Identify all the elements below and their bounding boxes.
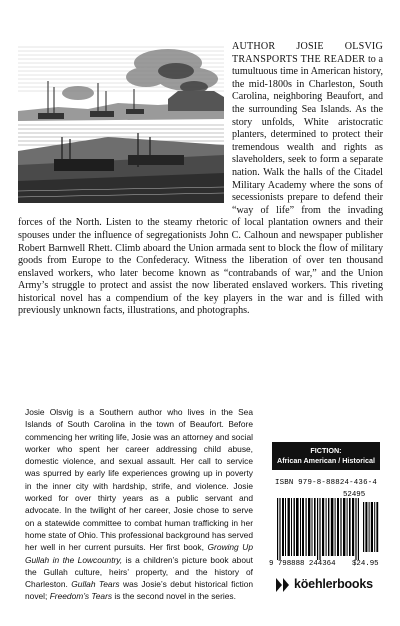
- isbn-number: ISBN 979-8-88824-436-4: [275, 479, 377, 487]
- bio-book-title-3: Freedom’s Tears: [49, 591, 113, 602]
- bio-text-1: Josie Olsvig is a Southern author who lives in the Sea Islands of South Carolina in the town of Beaufort. Before commencing her writing life, Josie was an attorney and social worker who spent her career addressing child abuse, domestic violence, and sexual assault. Her call to service was spurred by early life experiences growing up in poverty in the inner city with hardship, strife, and violence. Josie worked for over thirty years as a public servant and advocate. In the twilight of her career, Josie chose to serve on a statewide committee to combat human trafficking in her home state of Ohio. This professional background has served her well in her current pursuits. Her first book,: [25, 407, 253, 553]
- blurb-lead: AUTHOR JOSIE OLSVIG TRANSPORTS THE READER: [232, 41, 383, 65]
- book-blurb: [18, 41, 383, 318]
- genre-label-box: [272, 442, 380, 470]
- book-price: $24.95: [352, 560, 379, 568]
- publisher-logo-icon: [275, 578, 291, 592]
- harbor-engraving-illustration: [18, 41, 224, 203]
- price-code: 52495: [343, 491, 366, 499]
- blurb-body: to a tumultuous time in American history, the mid-1800s in Charleston, South Carolina, neighboring Beaufort, and the surrounding Sea Islands. As the story unfolds, White aristocratic planters, determined to protect their tremendous wealth and rights as slaveholders, seek to form a separate nation. Walk the halls of the Citadel Military Academy where the sons of secessionists prepare to defend their “way of life” from the invading forces of the North. Listen to the steamy rhetoric of local plantation owners and their spouses under the influence of segregationists John C. Calhoun and newspaper publisher Robert Barnwell Rhett. Climb aboard the Union armada sent to block the flow of military goods from Europe to the Confederacy. Witness the liberation of over ten thousand enslaved workers, who later become known as “contrabands of war,” and the Union Army’s struggle to protect and assist the now liberated enslaved workers. This riveting historical novel has a compendium of the key players in the war and is filled with previously unknown facts, illustrations, and photographs.: [18, 53, 383, 317]
- barcode-digits: 9 798888 244364: [269, 560, 336, 568]
- bio-text-3: was Josie’s debut historical fiction novel;: [25, 579, 254, 602]
- genre-subcategory: African American / Historical: [277, 456, 375, 465]
- bio-book-title-1: Growing Up Gullah in the Lowcountry,: [25, 542, 253, 565]
- publisher-logo: [272, 575, 384, 595]
- genre-category: FICTION:: [310, 446, 342, 455]
- bio-book-title-2: Gullah Tears: [71, 579, 120, 590]
- bio-text-2: is a children’s picture book about the Gullah culture, heirs’ property, and the history of Charleston.: [25, 554, 253, 590]
- publisher-name: köehlerbooks: [294, 577, 373, 591]
- bio-text-4: is the second novel in the series.: [112, 591, 236, 602]
